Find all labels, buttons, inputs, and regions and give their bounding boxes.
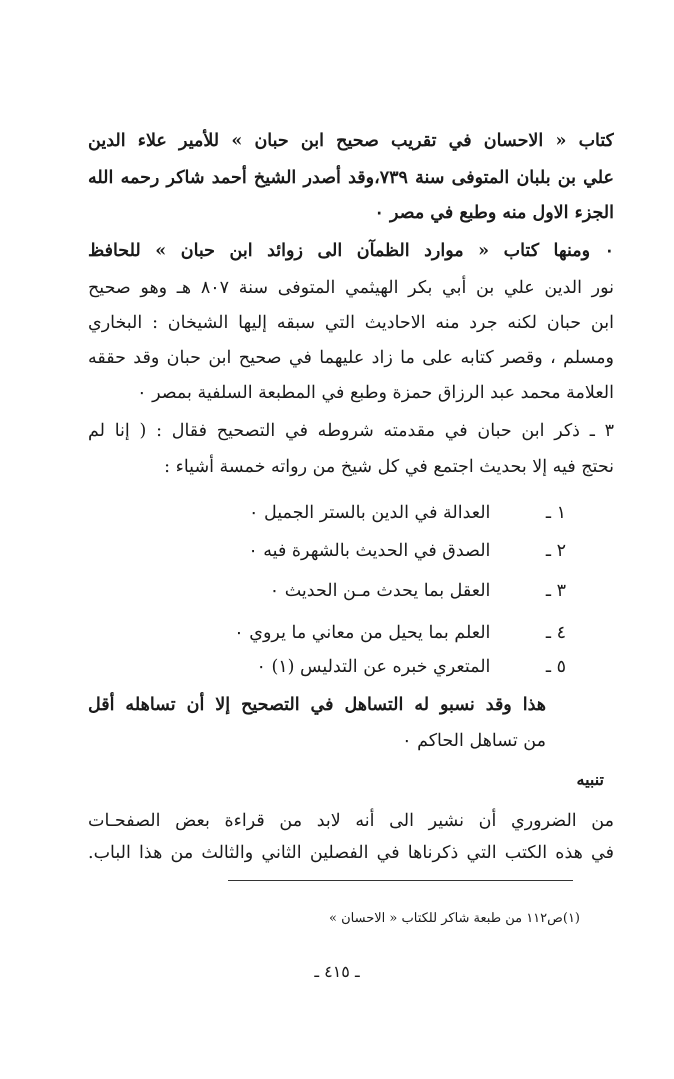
page-number: ـ ٤١٥ ـ (314, 962, 360, 981)
paragraph1-line3: الجزء الاول منه وطبع في مصر ٠ (374, 203, 614, 223)
condition-text: المتعري خبره عن التدليس (١) ٠ (256, 657, 491, 677)
remark-line1: هذا وقد نسبو له التساهل في التصحيح إلا أن تساهله أقل (88, 695, 546, 715)
notice-line1: من الضروري أن نشير الى أنه لابد من قراءة بعض الصفحـات (88, 811, 614, 831)
condition-item (249, 498, 566, 528)
paragraph2-line4: ومسلم ، وقصر كتابه على ما زاد عليهما في صحيح ابن حبان وقد حققه (88, 348, 614, 368)
condition-text: العدالة في الدين بالستر الجميل ٠ (249, 503, 491, 523)
condition-text: الصدق في الحديث بالشهرة فيه ٠ (248, 541, 491, 561)
paragraph2-line1: ٠ ومنها كتاب « موارد الظمآن الى زوائد ابن حبان » للحافظ (88, 241, 614, 261)
paragraph2-line3: ابن حبان لكنه جرد منه الاحاديث التي سبقه إليها الشيخان : البخاري (88, 313, 614, 333)
footnote-separator (228, 880, 573, 881)
paragraph2-line2: نور الدين علي بن أبي بكر الهيثمي المتوفى سنة ٨٠٧ هـ وهو صحيح (88, 278, 614, 298)
notice-line2: في هذه الكتب التي ذكرناها في الفصلين الثاني والثالث من هذا الباب. (88, 843, 614, 863)
condition-item (256, 652, 566, 682)
condition-item (248, 536, 566, 566)
paragraph2-line5: العلامة محمد عبد الرزاق حمزة وطبع في المطبعة السلفية بمصر ٠ (137, 383, 614, 403)
remark-line2: من تساهل الحاكم ٠ (402, 731, 546, 751)
condition-number: ٥ ـ (545, 657, 566, 677)
condition-item (234, 618, 566, 648)
condition-text: العقل بما يحدث مـن الحديث ٠ (269, 581, 491, 601)
condition-number: ٣ ـ (545, 581, 566, 601)
condition-number: ١ ـ (545, 503, 566, 523)
paragraph3-line2: نحتج فيه إلا بحديث اجتمع في كل شيخ من رواته خمسة أشياء : (164, 457, 614, 477)
condition-number: ٢ ـ (545, 541, 566, 561)
condition-item (270, 576, 566, 606)
paragraph3-line1: ٣ ـ ذكر ابن حبان في مقدمته شروطه في التصحيح فقال : ( إنا لم (88, 421, 614, 441)
condition-text: العلم بما يحيل من معاني ما يروي ٠ (234, 623, 491, 643)
condition-number: ٤ ـ (545, 623, 566, 643)
paragraph1-line1: كتاب « الاحسان في تقريب صحيح ابن حبان » للأمير علاء الدين (88, 131, 614, 151)
footnote: (١)ص١١٢ من طبعة شاكر للكتاب « الاحسان » (329, 911, 580, 926)
notice-heading: تنبيه (576, 770, 604, 789)
paragraph1-line2: علي بن بلبان المتوفى سنة ٧٣٩،وقد أصدر الشيخ أحمد شاكر رحمه الله (88, 168, 614, 188)
